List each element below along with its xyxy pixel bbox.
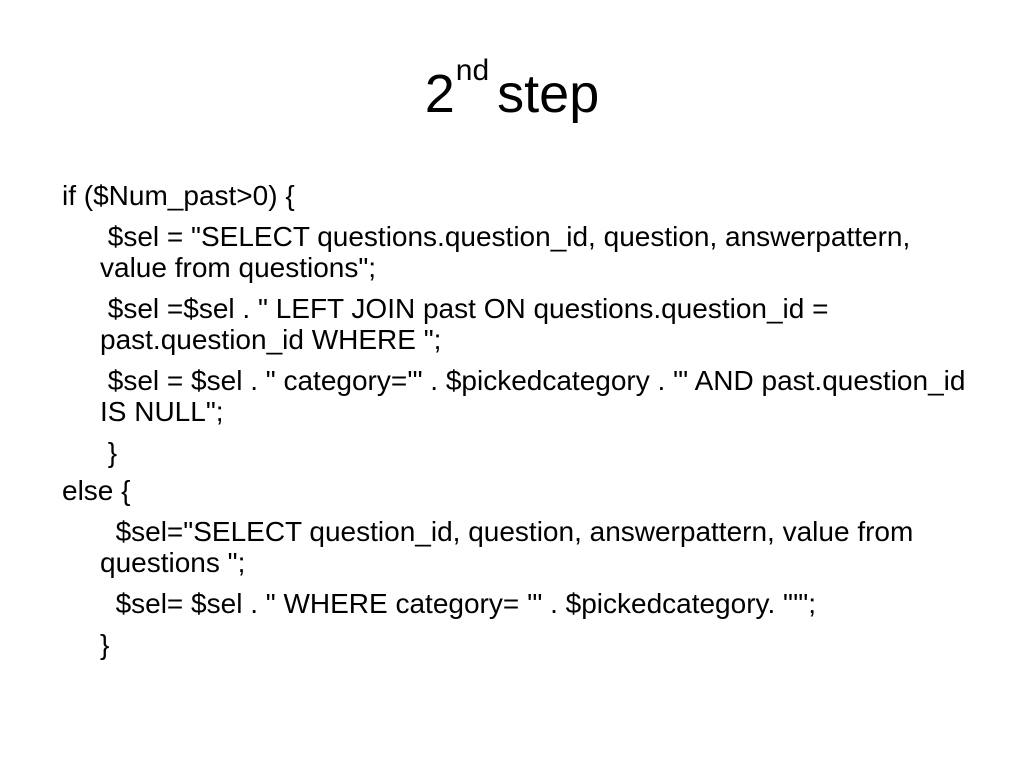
code-line: $sel="SELECT question_id, question, answerpattern, value from questions "; bbox=[100, 516, 922, 578]
title-number: 2 bbox=[424, 64, 455, 124]
title-superscript: nd bbox=[455, 54, 490, 87]
code-line: $sel= $sel . " WHERE category= '" . $pickedcategory. "'"; bbox=[100, 588, 817, 619]
code-line: $sel = "SELECT questions.question_id, question, answerpattern, value from questions"; bbox=[100, 221, 919, 283]
code-line: else { bbox=[62, 475, 131, 506]
code-line: if ($Num_past>0) { bbox=[62, 180, 295, 211]
code-line: } bbox=[100, 629, 110, 660]
code-line: } bbox=[100, 437, 118, 468]
code-line: $sel = $sel . " category='" . $pickedcategory . "' AND past.question_id IS NULL"; bbox=[100, 365, 974, 427]
slide-title bbox=[0, 54, 1024, 126]
title-word: step bbox=[497, 64, 600, 124]
code-line: $sel =$sel . " LEFT JOIN past ON questions.question_id = past.question_id WHERE "; bbox=[100, 293, 837, 355]
slide-body bbox=[62, 180, 972, 660]
